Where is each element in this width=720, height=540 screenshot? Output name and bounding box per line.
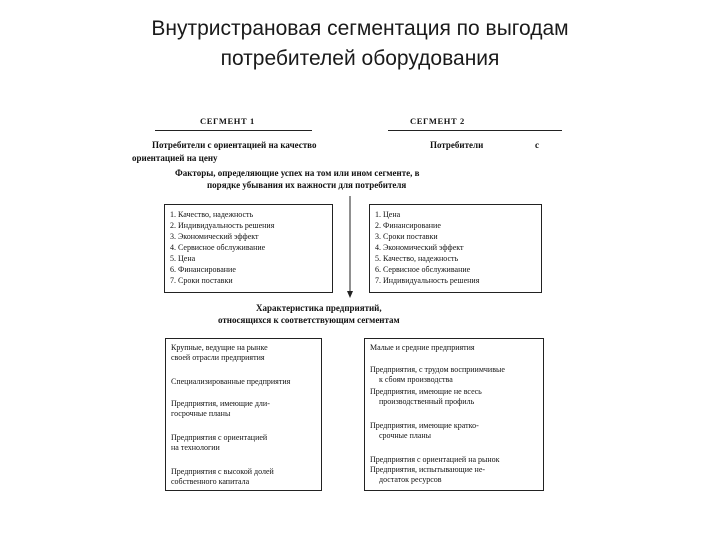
factor-right-3: 3. Сроки поставки bbox=[375, 232, 438, 241]
enterprise-right-1: Малые и средние предприятия bbox=[370, 343, 475, 352]
enterprise-left-5: госрочные планы bbox=[171, 409, 231, 418]
characteristics-line-2: относящихся к соответствующим сегментам bbox=[218, 315, 400, 325]
enterprises-box-segment-2 bbox=[364, 338, 544, 491]
factor-left-6: 6. Финансирование bbox=[170, 265, 236, 274]
enterprise-right-3: к сбоям производства bbox=[379, 375, 453, 384]
enterprise-left-7: на технологии bbox=[171, 443, 220, 452]
factors-line-1: Факторы, определяющие успех на том или ином сегменте, в bbox=[175, 168, 420, 178]
factor-left-4: 4. Сервисное обслуживание bbox=[170, 243, 266, 252]
enterprise-left-6: Предприятия с ориентацией bbox=[171, 433, 268, 442]
enterprise-right-5: производственный профиль bbox=[379, 397, 475, 406]
factor-left-3: 3. Экономический эффект bbox=[170, 232, 259, 241]
consumers-seg1: Потребители с ориентацией на качество bbox=[152, 140, 317, 150]
factor-right-2: 2. Финансирование bbox=[375, 221, 441, 230]
enterprise-right-6: Предприятия, имеющие кратко- bbox=[370, 421, 479, 430]
enterprise-left-4: Предприятия, имеющие дли- bbox=[171, 399, 270, 408]
factor-left-1: 1. Качество, надежность bbox=[170, 210, 254, 219]
factor-right-7: 7. Индивидуальность решения bbox=[375, 276, 480, 285]
characteristics-line-1: Характеристика предприятий, bbox=[256, 303, 382, 313]
consumers-seg2-c: с bbox=[535, 140, 539, 150]
enterprise-right-7: срочные планы bbox=[379, 431, 432, 440]
enterprise-left-1: Крупные, ведущие на рынке bbox=[171, 343, 268, 352]
title-line-2: потребителей оборудования bbox=[220, 47, 500, 70]
factor-right-5: 5. Качество, надежность bbox=[375, 254, 459, 263]
enterprise-left-8: Предприятия с высокой долей bbox=[171, 467, 274, 476]
factor-left-7: 7. Сроки поставки bbox=[170, 276, 233, 285]
enterprise-right-9: Предприятия, испытывающие не- bbox=[370, 465, 486, 474]
enterprise-left-3: Специализированные предприятия bbox=[171, 377, 291, 386]
segment-2-header: СЕГМЕНТ 2 bbox=[410, 116, 465, 126]
factors-line-2: порядке убывания их важности для потребителя bbox=[207, 180, 407, 190]
enterprise-right-8: Предприятия с ориентацией на рынок bbox=[370, 455, 500, 464]
enterprises-box-segment-1 bbox=[165, 338, 322, 491]
factor-right-1: 1. Цена bbox=[375, 210, 401, 219]
consumers-seg2-word: Потребители bbox=[430, 140, 484, 150]
enterprise-left-9: собственного капитала bbox=[171, 477, 250, 486]
enterprise-right-2: Предприятия, с трудом восприимчивые bbox=[370, 365, 505, 374]
factor-left-2: 2. Индивидуальность решения bbox=[170, 221, 275, 230]
segment-1-header: СЕГМЕНТ 1 bbox=[200, 116, 255, 126]
factor-left-5: 5. Цена bbox=[170, 254, 196, 263]
factor-right-6: 6. Сервисное обслуживание bbox=[375, 265, 471, 274]
arrow-head bbox=[347, 291, 353, 298]
enterprise-left-2: своей отрасли предприятия bbox=[171, 353, 265, 362]
title-line-1: Внутристрановая сегментация по выгодам bbox=[151, 17, 569, 40]
enterprise-right-10: достаток ресурсов bbox=[379, 475, 442, 484]
factor-right-4: 4. Экономический эффект bbox=[375, 243, 464, 252]
consumers-seg2-line2: ориентацией на цену bbox=[132, 153, 218, 163]
enterprise-right-4: Предприятия, имеющие не всеcь bbox=[370, 387, 482, 396]
